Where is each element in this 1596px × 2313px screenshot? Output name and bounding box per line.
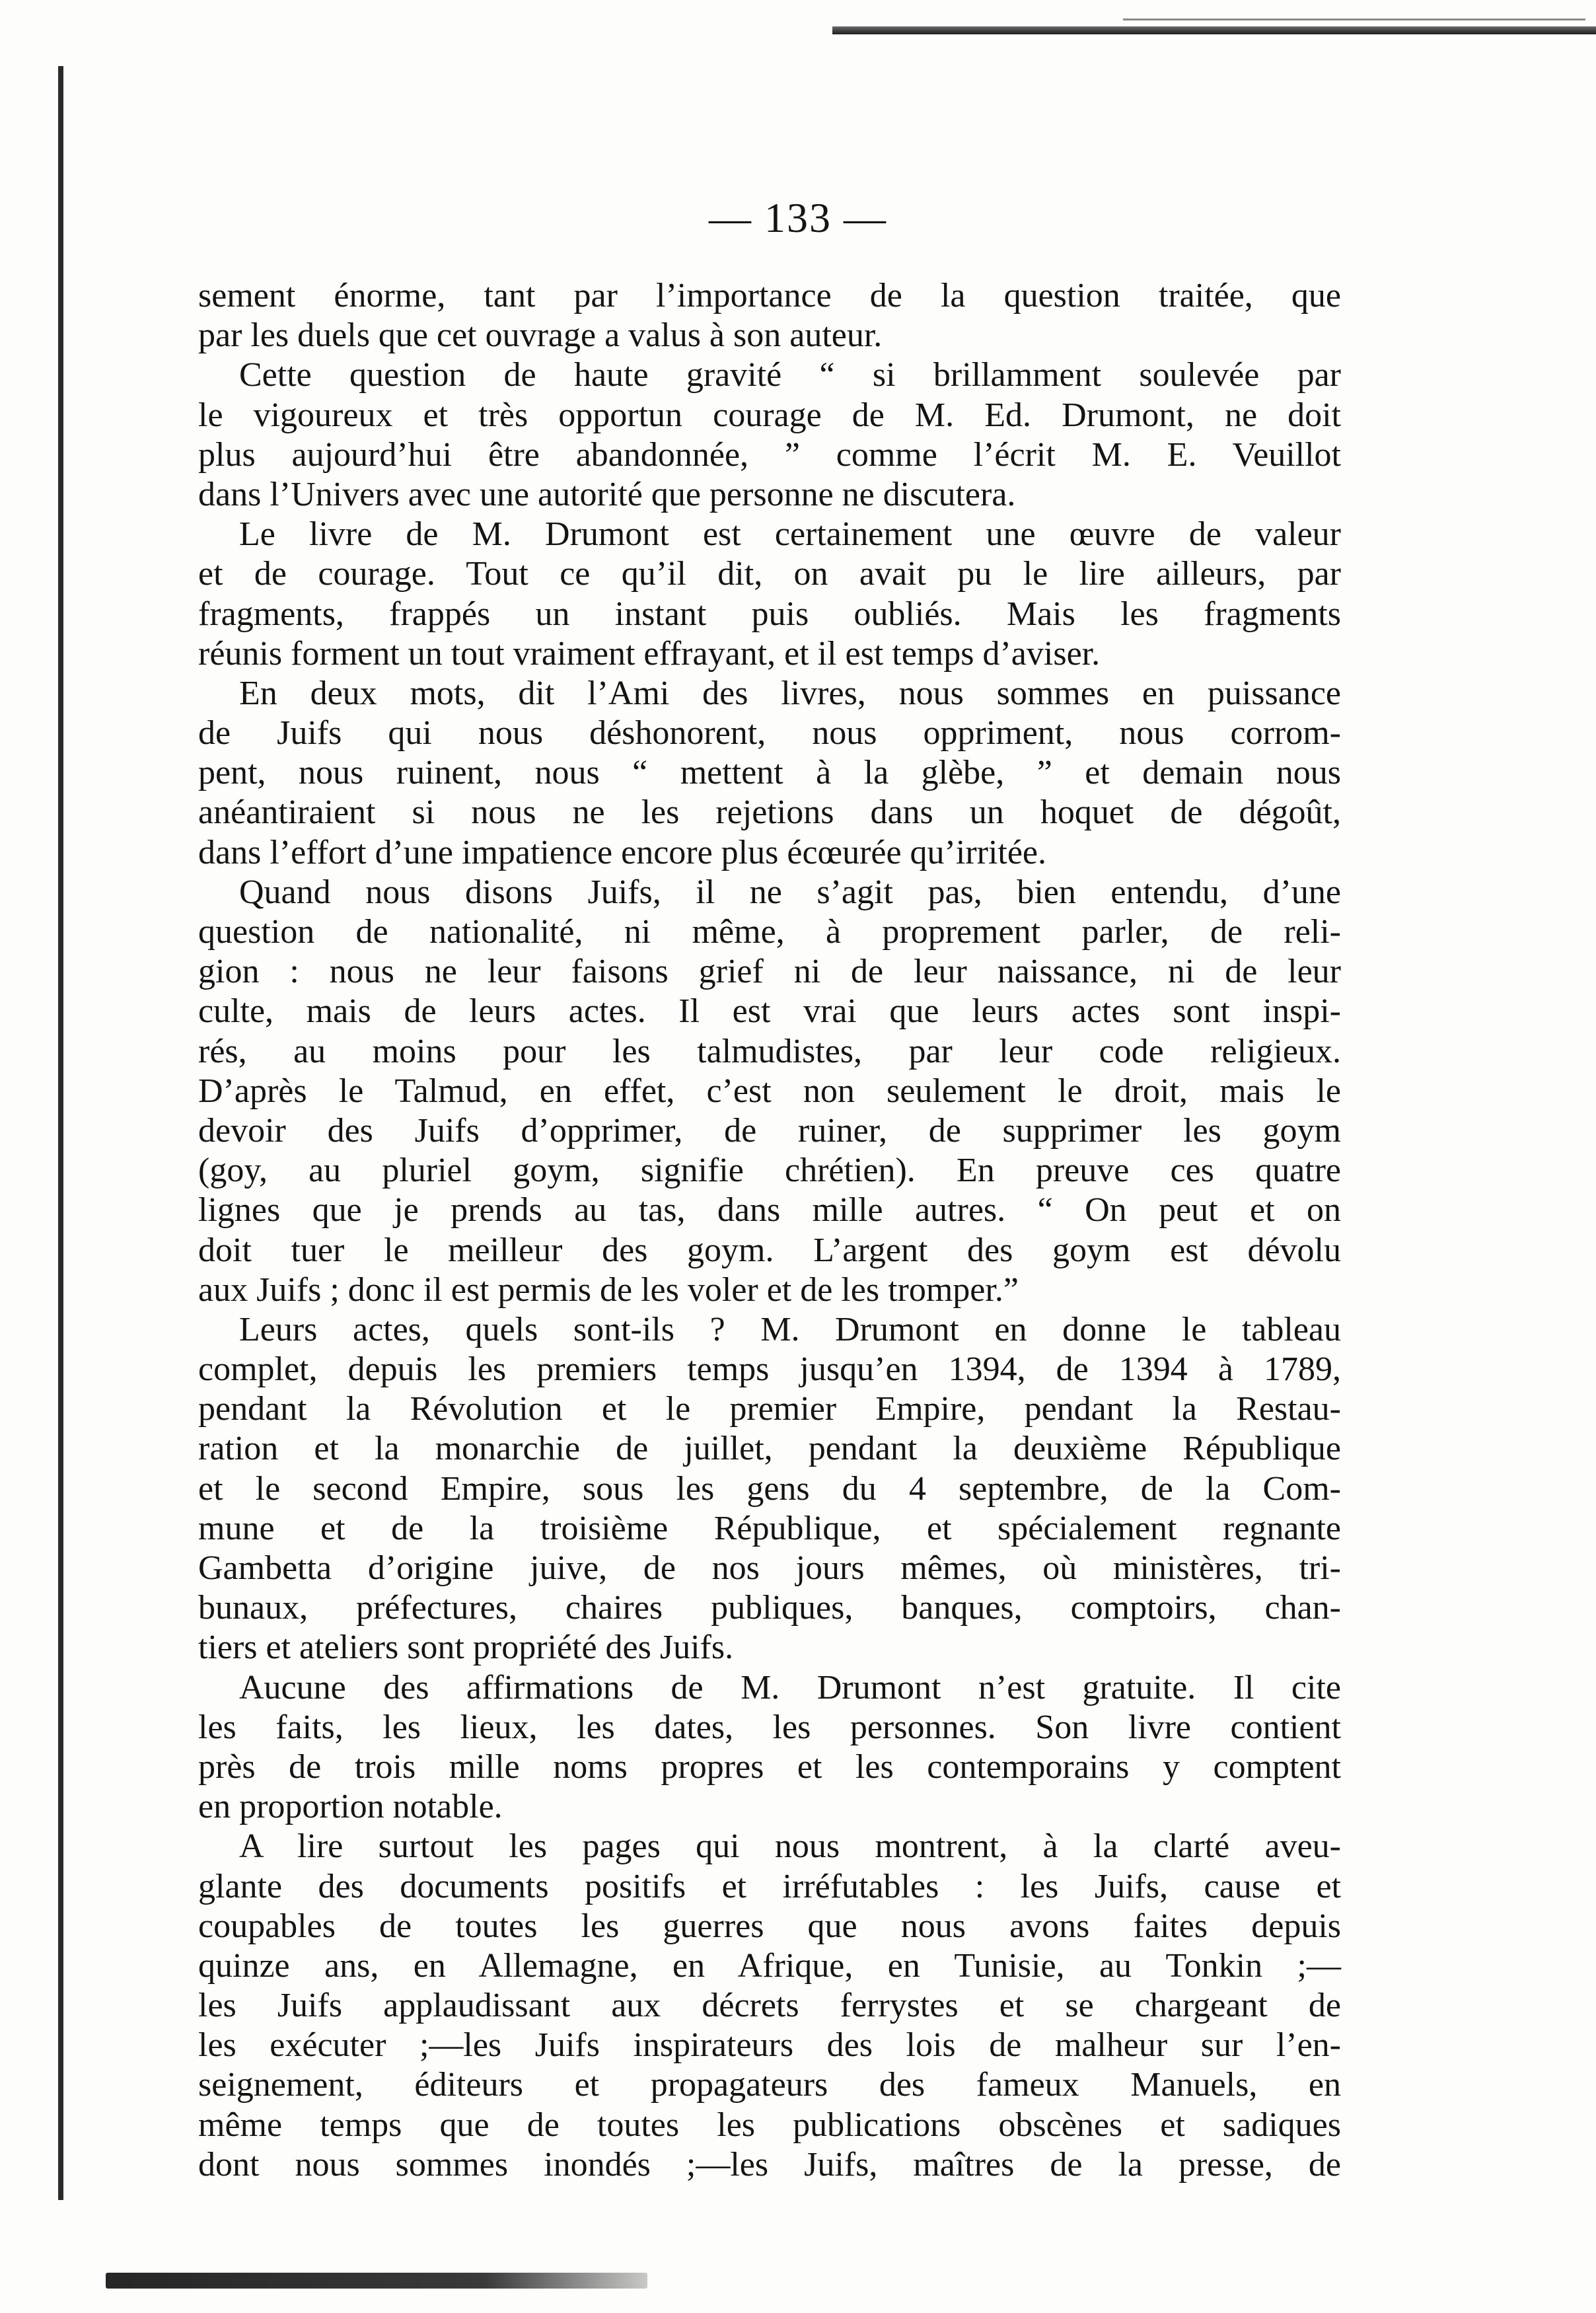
text-line: lignes que je prends au tas, dans mille autres. “ On peut et on	[198, 1191, 1341, 1230]
text-line: En deux mots, dit l’Ami des livres, nous sommes en puissance	[239, 674, 1341, 712]
text-line: Le livre de M. Drumont est certainement une œuvre de valeur	[239, 515, 1341, 554]
text-line: dans l’effort d’une impatience encore plus écœurée qu’irritée.	[198, 833, 1047, 871]
text-line: (goy, au pluriel goym, signifie chrétien). En preuve ces quatre	[198, 1152, 1341, 1190]
text-line: aux Juifs ; donc il est permis de les voler et de les tromper.”	[198, 1270, 1019, 1309]
scan-artifact	[106, 2273, 647, 2289]
text-line: près de trois mille noms propres et les contemporains y comptent	[198, 1747, 1341, 1786]
text-line: D’après le Talmud, en effet, c’est non seulement le droit, mais le	[198, 1072, 1341, 1110]
text-line: rés, au moins pour les talmudistes, par leur code religieux.	[198, 1032, 1341, 1070]
text-line: Aucune des affirmations de M. Drumont n’est gratuite. Il cite	[239, 1668, 1341, 1707]
text-line: réunis forment un tout vraiment effrayant, et il est temps d’aviser.	[198, 634, 1101, 673]
text-line: culte, mais de leurs actes. Il est vrai que leurs actes sont inspi-	[198, 992, 1341, 1031]
text-line: A lire surtout les pages qui nous montrent, à la clarté aveu-	[239, 1827, 1341, 1866]
text-line: les Juifs applaudissant aux décrets ferrystes et se chargeant de	[198, 1987, 1341, 2025]
page-number: — 133 —	[709, 194, 887, 241]
text-line: Leurs actes, quels sont-ils ? M. Drumont en donne le tableau	[239, 1310, 1341, 1348]
text-line: pendant la Révolution et le premier Empire, pendant la Restau-	[198, 1390, 1341, 1428]
text-line: sement énorme, tant par l’importance de la question traitée, que	[198, 277, 1341, 314]
text-line: complet, depuis les premiers temps jusqu’en 1394, de 1394 à 1789,	[198, 1350, 1341, 1389]
text-line: fragments, frappés un instant puis oubliés. Mais les fragments	[198, 595, 1341, 633]
text-line: seignement, éditeurs et propagateurs des fameux Manuels, en	[198, 2066, 1341, 2104]
text-line: coupables de toutes les guerres que nous avons faites depuis	[198, 1907, 1341, 1945]
text-line: Gambetta d’origine juive, de nos jours mêmes, où ministères, tri-	[198, 1549, 1341, 1587]
text-line: question de nationalité, ni même, à proprement parler, de reli-	[198, 913, 1341, 951]
top-rule-thin	[1123, 18, 1585, 20]
text-line: par les duels que cet ouvrage a valus à son auteur.	[198, 316, 883, 355]
text-line: dans l’Univers avec une autorité que personne ne discutera.	[198, 475, 1016, 513]
text-line: Quand nous disons Juifs, il ne s’agit pas, bien entendu, d’une	[239, 873, 1341, 911]
text-line: et le second Empire, sous les gens du 4 septembre, de la Com-	[198, 1469, 1341, 1508]
text-line: dont nous sommes inondés ;—les Juifs, maîtres de la presse, de	[198, 2145, 1341, 2184]
binding-edge	[58, 66, 63, 2200]
text-line: et de courage. Tout ce qu’il dit, on avait pu le lire ailleurs, par	[198, 555, 1341, 593]
text-line: glante des documents positifs et irréfutables : les Juifs, cause et	[198, 1867, 1341, 1905]
text-line: de Juifs qui nous déshonorent, nous oppriment, nous corrom-	[198, 714, 1341, 753]
text-line: pent, nous ruinent, nous “ mettent à la glèbe, ” et demain nous	[198, 754, 1341, 792]
text-line: doit tuer le meilleur des goym. L’argent des goym est dévolu	[198, 1231, 1341, 1269]
text-line: plus aujourd’hui être abandonnée, ” comme l’écrit M. E. Veuillot	[198, 435, 1341, 474]
text-line: les exécuter ;—les Juifs inspirateurs des lois de malheur sur l’en-	[198, 2026, 1341, 2065]
body-text	[198, 276, 1341, 2185]
text-line: le vigoureux et très opportun courage de M. Ed. Drumont, ne doit	[198, 396, 1341, 434]
top-rule	[832, 26, 1596, 34]
text-line: devoir des Juifs d’opprimer, de ruiner, de supprimer les goym	[198, 1111, 1341, 1150]
text-line: les faits, les lieux, les dates, les personnes. Son livre contient	[198, 1708, 1341, 1746]
text-line: anéantiraient si nous ne les rejetions dans un hoquet de dégoût,	[198, 793, 1341, 832]
text-line: quinze ans, en Allemagne, en Afrique, en Tunisie, au Tonkin ;—	[198, 1946, 1341, 1985]
text-line: même temps que de toutes les publications obscènes et sadiques	[198, 2106, 1341, 2144]
text-line: en proportion notable.	[198, 1788, 503, 1826]
text-line: bunaux, préfectures, chaires publiques, banques, comptoirs, chan-	[198, 1589, 1341, 1627]
text-line: mune et de la troisième République, et spécialement regnante	[198, 1509, 1341, 1547]
text-line: Cette question de haute gravité “ si brillamment soulevée par	[239, 356, 1341, 394]
text-line: tiers et ateliers sont propriété des Juifs.	[198, 1629, 734, 1667]
text-line: gion : nous ne leur faisons grief ni de leur naissance, ni de leur	[198, 953, 1341, 991]
text-line: ration et la monarchie de juillet, pendant la deuxième République	[198, 1430, 1341, 1468]
